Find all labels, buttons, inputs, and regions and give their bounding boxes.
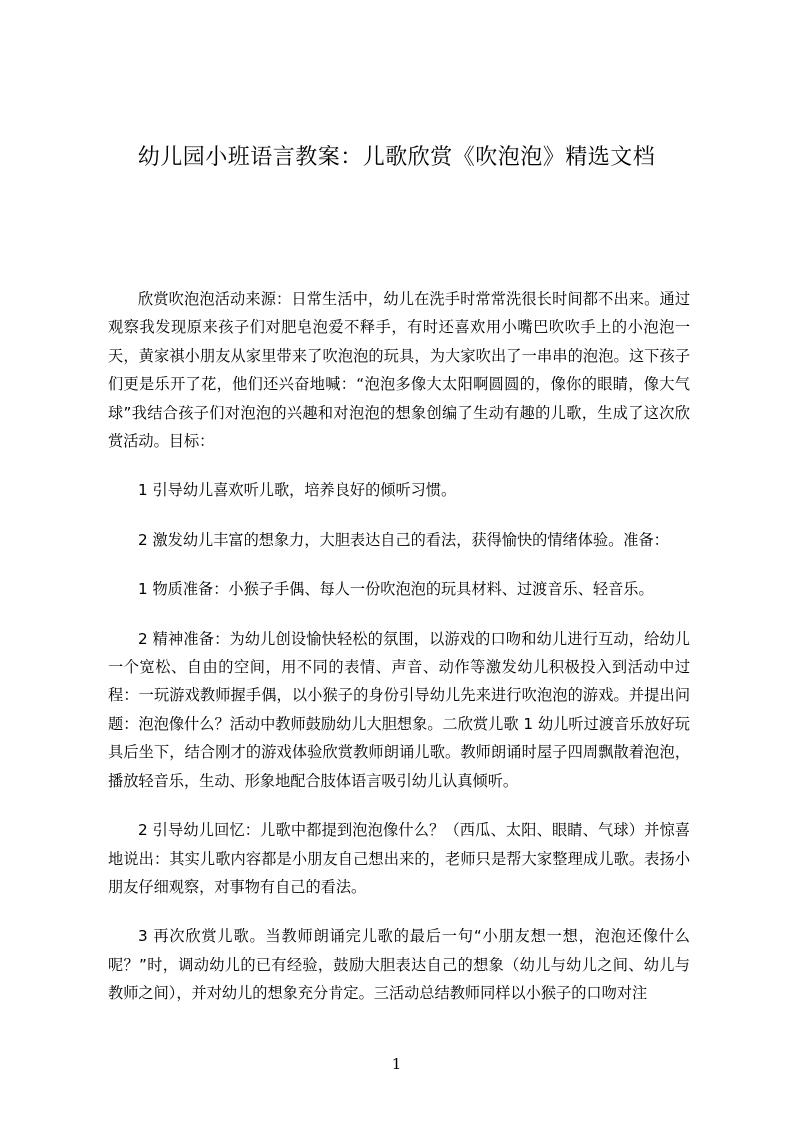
document-body [108,285,690,1029]
paragraph-prep-mental: 2 精神准备：为幼儿创设愉快轻松的氛围，以游戏的口吻和幼儿进行互动，给幼儿一个宽松、自由的空间，用不同的表情、声音、动作等激发幼儿积极投入到活动中过程：一玩游戏教师握手偶，以小猴子的身份引导幼儿先来进行吹泡泡的游戏。并提出问题：泡泡像什么？活动中教师鼓励幼儿大胆想象。二欣赏儿歌 1 幼儿听过渡音乐放好玩具后坐下，结合刚才的游戏体验欣赏教师朗诵儿歌。教师朗诵时屋子四周飘散着泡泡，播放轻音乐，生动、形象地配合肢体语言吸引幼儿认真倾听。 [108,629,690,790]
paragraph-reappreciate: 3 再次欣赏儿歌。当教师朗诵完儿歌的最后一句“小朋友想一想，泡泡还像什么呢？”时，调动幼儿的已有经验，鼓励大胆表达自己的想象（幼儿与幼儿之间、幼儿与教师之间），并对幼儿的想象充分肯定。三活动总结教师同样以小猴子的口吻对注 [108,927,690,1003]
paragraph-goal-2: 2 激发幼儿丰富的想象力，大胆表达自己的看法，获得愉快的情绪体验。准备： [138,530,669,549]
document-title: 幼儿园小班语言教案：儿歌欣赏《吹泡泡》精选文档 [137,145,656,170]
paragraph-intro: 欣赏吹泡泡活动来源：日常生活中，幼儿在洗手时常常洗很长时间都不出来。通过观察我发现原来孩子们对肥皂泡爱不释手，有时还喜欢用小嘴巴吹吹手上的小泡泡一天，黄家祺小朋友从家里带来了吹泡泡的玩具，为大家吹出了一串串的泡泡。这下孩子们更是乐开了花，他们还兴奋地喊：“泡泡多像大太阳啊圆圆的，像你的眼睛，像大气球”我结合孩子们对泡泡的兴趣和对泡泡的想象创编了生动有趣的儿歌，生成了这次欣赏活动。目标： [108,290,690,451]
paragraph-goal-1: 1 引导幼儿喜欢听儿歌，培养良好的倾听习惯。 [138,481,457,500]
paragraph-prep-material: 1 物质准备：小猴子手偶、每人一份吹泡泡的玩具材料、过渡音乐、轻音乐。 [138,580,654,599]
paragraph-recall: 2 引导幼儿回忆：儿歌中都提到泡泡像什么？（西瓜、太阳、眼睛、气球）并惊喜地说出：其实儿歌内容都是小朋友自己想出来的，老师只是帮大家整理成儿歌。表扬小朋友仔细观察，对事物有自己的看法。 [108,821,690,896]
page-number: 1 [391,1055,402,1073]
